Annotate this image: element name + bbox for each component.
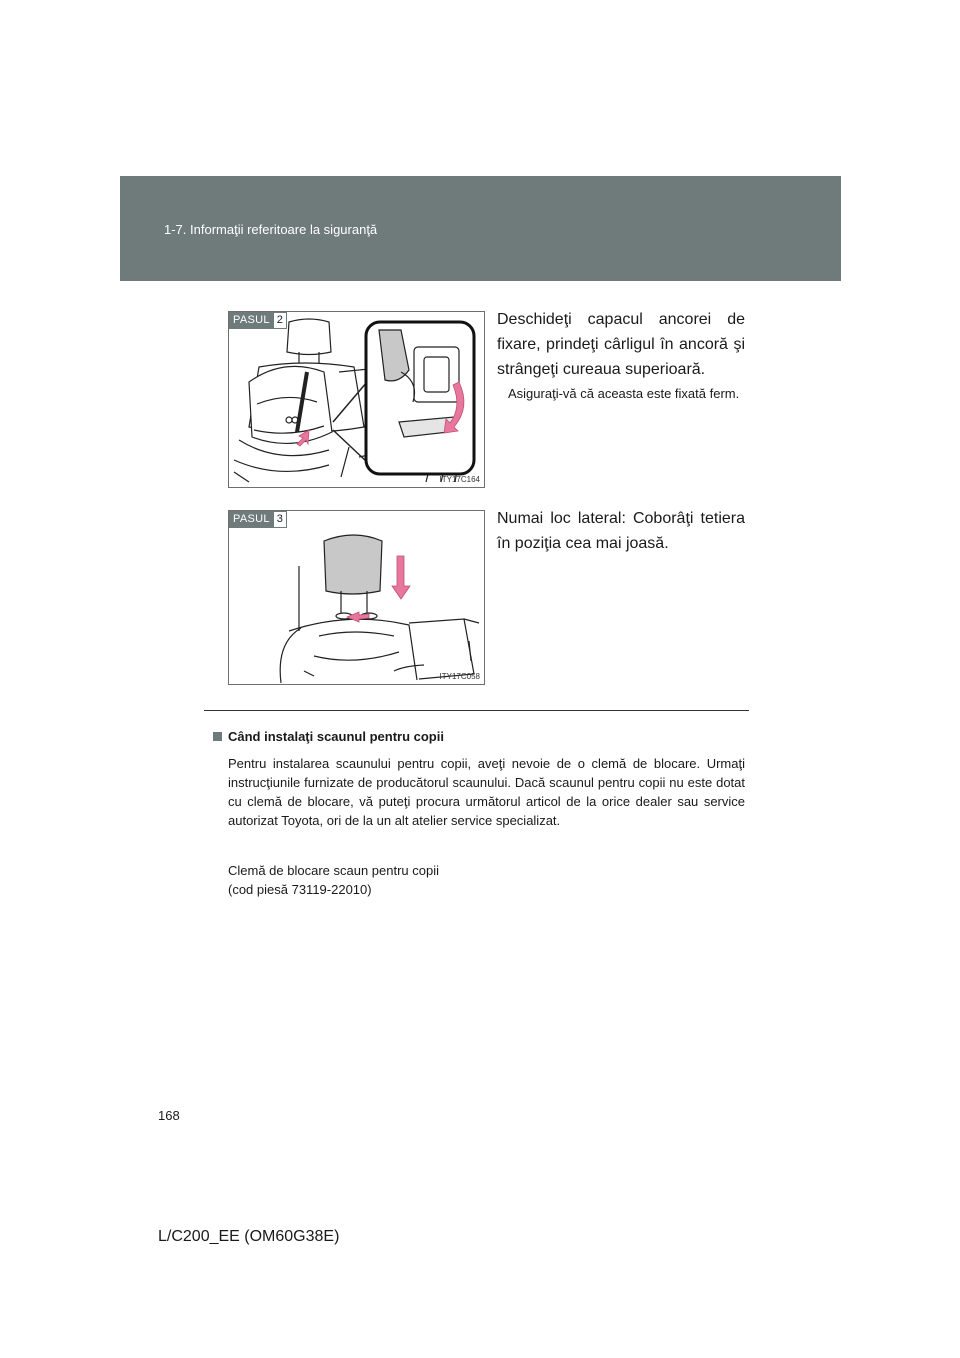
note-heading <box>213 729 444 744</box>
step-3-illustration <box>228 510 485 685</box>
step-2-instruction: Deschideţi capacul ancorei de fixare, prindeţi cârligul în ancoră şi strângeţi cureaua superioară. <box>497 311 745 378</box>
child-seat-anchor-drawing <box>229 312 484 487</box>
note-paragraph: Pentru instalarea scaunului pentru copii, aveţi nevoie de o clemă de blocare. Urmaţi instrucţiunile furnizate de producătorul scaunului. Dacă scaunul pentru copii nu este dotat cu clemă de blocare, vă puteţi procura următorul articol de la orice dealer sau service autorizat Toyota, ori de la un alt atelier service specializat. <box>228 756 745 828</box>
part-info <box>228 861 745 899</box>
figure-code: ITY17C058 <box>439 672 480 681</box>
section-divider <box>204 710 749 711</box>
figure-code: ITY17C164 <box>439 475 480 484</box>
note-heading-text: Când instalaţi scaunul pentru copii <box>228 729 444 744</box>
page-number: 168 <box>158 1108 180 1123</box>
step-badge <box>229 312 287 329</box>
square-bullet-icon <box>213 732 222 741</box>
part-number: (cod piesă 73119-22010) <box>228 882 372 897</box>
step-badge-number: 2 <box>274 312 287 329</box>
part-name: Clemă de blocare scaun pentru copii <box>228 863 440 878</box>
section-header-band <box>120 176 841 281</box>
step-badge <box>229 511 287 528</box>
section-title: 1-7. Informaţii referitoare la siguranţă <box>164 222 378 237</box>
step-badge-label: PASUL <box>229 312 274 329</box>
document-code: L/C200_EE (OM60G38E) <box>158 1228 340 1245</box>
step-badge-number: 3 <box>274 511 287 528</box>
step-3-instruction: Numai loc lateral: Coborâţi tetiera în poziţia cea mai joasă. <box>497 510 745 552</box>
headrest-lower-drawing <box>229 511 484 684</box>
step-2-note: Asiguraţi-vă că aceasta este fixată ferm. <box>508 386 740 401</box>
step-badge-label: PASUL <box>229 511 274 528</box>
step-2-illustration <box>228 311 485 488</box>
